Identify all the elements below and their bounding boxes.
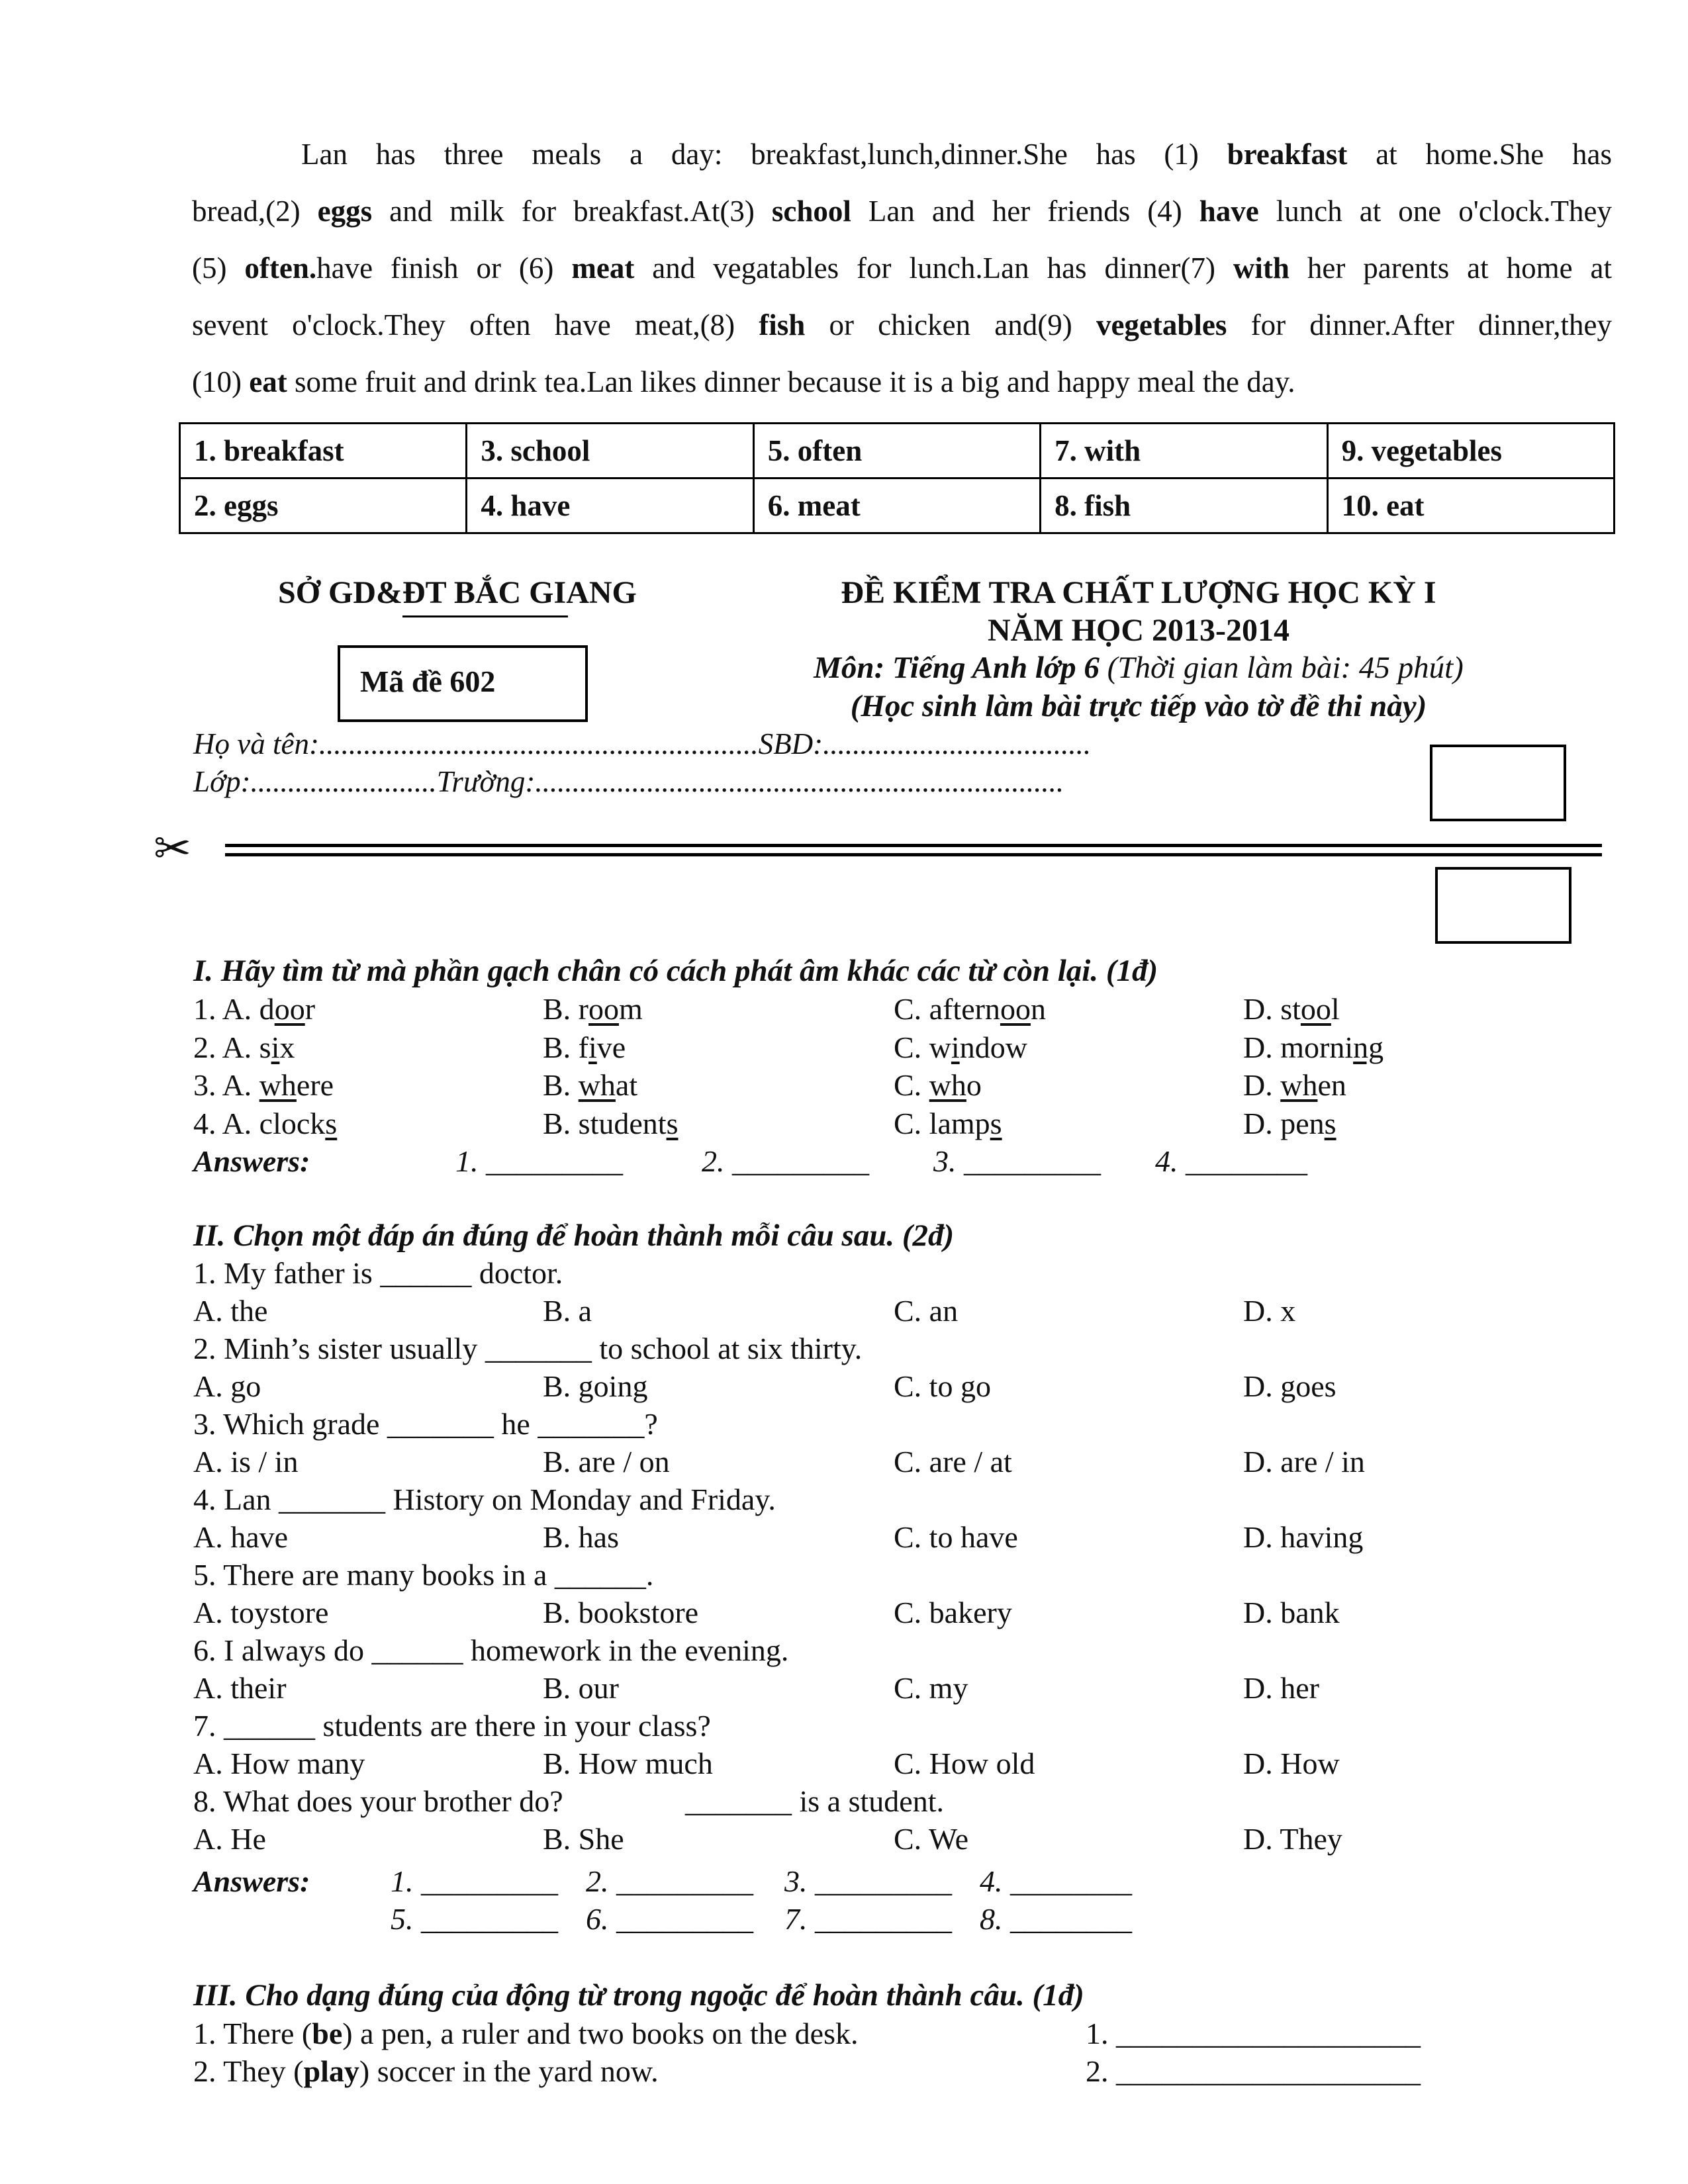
- pronunciation-option: 3. A. where: [193, 1068, 334, 1102]
- answer-option[interactable]: D. her: [1243, 1671, 1319, 1705]
- answer-blank[interactable]: 3. _________: [933, 1144, 1101, 1178]
- answer-option[interactable]: D. x: [1243, 1294, 1296, 1328]
- table-cell: 8. fish: [1041, 478, 1327, 533]
- exam-time: (Thời gian làm bài: 45 phút): [1099, 651, 1464, 685]
- underlined-sound: wh: [1280, 1068, 1318, 1102]
- answers-label: Answers:: [193, 1144, 310, 1178]
- answer-blank[interactable]: 2. _________: [586, 1864, 753, 1898]
- underlined-sound: oo: [1300, 992, 1331, 1026]
- underlined-sound: s: [990, 1106, 1002, 1140]
- underlined-sound: ng: [1353, 1030, 1384, 1064]
- table-cell: 4. have: [467, 478, 753, 533]
- underlined-sound: s: [666, 1106, 679, 1140]
- verb: be: [312, 2017, 343, 2050]
- answer-option[interactable]: A. go: [193, 1369, 261, 1403]
- answer-option[interactable]: C. my: [894, 1671, 968, 1705]
- passage-line: (10) eat some fruit and drink tea.Lan likes dinner because it is a big and happy meal the day.: [192, 365, 1295, 398]
- pronunciation-option: D. stool: [1243, 992, 1340, 1026]
- answer-option[interactable]: C. bakery: [894, 1596, 1012, 1629]
- pronunciation-option: C. afternoon: [894, 992, 1046, 1026]
- question-text: 1. There (: [193, 2017, 312, 2050]
- answer-option[interactable]: A. the: [193, 1294, 268, 1328]
- passage-answer: vegetables: [1096, 308, 1227, 341]
- answer-blank[interactable]: 4. ________: [980, 1864, 1132, 1898]
- instruction: (Học sinh làm bài trực tiếp vào tờ đề thi này): [850, 689, 1427, 723]
- answer-blank[interactable]: 1. _________: [391, 1864, 558, 1898]
- answer-blank[interactable]: 1. _________: [455, 1144, 623, 1178]
- section-3-title: III. Cho dạng đúng của động từ trong ngoặc để hoàn thành câu. (1đ): [193, 1978, 1084, 2013]
- passage-answer: eggs: [317, 195, 373, 228]
- section-1-title: I. Hãy tìm từ mà phần gạch chân có cách phát âm khác các từ còn lại. (1đ): [193, 954, 1158, 988]
- pronunciation-option: C. lamps: [894, 1106, 1002, 1140]
- subject-line: [722, 650, 1556, 686]
- answer-option[interactable]: A. toystore: [193, 1596, 329, 1629]
- answer-blank[interactable]: 7. _________: [784, 1902, 952, 1936]
- underlined-sound: wh: [259, 1068, 297, 1102]
- subject: Môn: Tiếng Anh lớp 6: [814, 651, 1100, 685]
- answer-option[interactable]: C. to have: [894, 1520, 1018, 1554]
- question-text: ) a pen, a ruler and two books on the desk.: [342, 2017, 859, 2050]
- department-name: SỞ GD&ĐT BẮC GIANG: [278, 575, 637, 610]
- question-text: 6. I always do ______ homework in the evening.: [193, 1633, 789, 1667]
- passage-answer: meat: [571, 251, 635, 285]
- answer-key-table: [179, 422, 1615, 534]
- exam-title: ĐỀ KIỂM TRA CHẤT LƯỢNG HỌC KỲ I: [841, 575, 1436, 610]
- question-text: 4. Lan _______ History on Monday and Friday.: [193, 1482, 776, 1516]
- answer-option[interactable]: C. We: [894, 1822, 969, 1856]
- answers-label: Answers:: [193, 1864, 310, 1898]
- answer-option[interactable]: B. our: [543, 1671, 619, 1705]
- pronunciation-option: B. five: [543, 1030, 626, 1064]
- question-text: 1. My father is ______ doctor.: [193, 1256, 563, 1290]
- underlined-sound: s: [1324, 1106, 1336, 1140]
- answer-option[interactable]: D. having: [1243, 1520, 1364, 1554]
- score-box[interactable]: [1430, 745, 1566, 821]
- verb-question: [193, 2053, 659, 2090]
- pronunciation-option: B. students: [543, 1106, 679, 1140]
- underlined-sound: oo: [588, 992, 619, 1026]
- question-text: ) soccer in the yard now.: [359, 2054, 659, 2088]
- answer-option[interactable]: B. are / on: [543, 1445, 670, 1479]
- answer-blank[interactable]: 3. _________: [784, 1864, 952, 1898]
- underlined-sound: i: [271, 1030, 280, 1064]
- answer-option[interactable]: B. has: [543, 1520, 619, 1554]
- cut-line-top: [225, 844, 1602, 847]
- pronunciation-option: B. room: [543, 992, 643, 1026]
- passage-line: Lan has three meals a day: breakfast,lunch,dinner.She has (1) breakfast at home.She has: [301, 138, 1613, 171]
- pronunciation-option: C. window: [894, 1030, 1027, 1064]
- answer-option[interactable]: A. is / in: [193, 1445, 299, 1479]
- section-2-title: II. Chọn một đáp án đúng để hoàn thành mỗi câu sau. (2đ): [193, 1218, 955, 1253]
- table-cell: 5. often: [753, 424, 1040, 478]
- name-field[interactable]: Họ và tên:...........................................................SBD:....................................: [193, 727, 1092, 760]
- answer-option[interactable]: B. bookstore: [543, 1596, 699, 1629]
- answer-option[interactable]: D. How: [1243, 1747, 1340, 1780]
- pronunciation-option: D. pens: [1243, 1106, 1336, 1140]
- answer-option[interactable]: D. goes: [1243, 1369, 1336, 1403]
- department-underline: [402, 615, 568, 617]
- table-cell: 10. eat: [1327, 478, 1614, 533]
- underlined-sound: wh: [578, 1068, 616, 1102]
- answer-option[interactable]: C. an: [894, 1294, 959, 1328]
- passage-answer: breakfast: [1227, 138, 1348, 171]
- table-cell: 3. school: [467, 424, 753, 478]
- answer-blank[interactable]: 1. ____________________: [1086, 2017, 1421, 2050]
- table-cell: 6. meat: [753, 478, 1040, 533]
- question-text: 7. ______ students are there in your class?: [193, 1709, 711, 1743]
- underlined-sound: oo: [274, 992, 305, 1026]
- passage-answer: have: [1199, 195, 1259, 228]
- table-cell: 1. breakfast: [180, 424, 467, 478]
- class-school-field[interactable]: Lớp:.........................Trường:.......................................................................: [193, 765, 1064, 798]
- answer-option[interactable]: D. bank: [1243, 1596, 1340, 1629]
- answer-blank[interactable]: 6. _________: [586, 1902, 753, 1936]
- cut-line-bottom: [225, 853, 1602, 856]
- table-row: [180, 478, 1615, 533]
- underlined-sound: i: [588, 1030, 597, 1064]
- passage-answer: fish: [759, 308, 806, 341]
- answer-option[interactable]: C. are / at: [894, 1445, 1012, 1479]
- pronunciation-option: C. who: [894, 1068, 982, 1102]
- school-year: NĂM HỌC 2013-2014: [988, 613, 1289, 648]
- answer-option[interactable]: D. They: [1243, 1822, 1342, 1856]
- answer-option[interactable]: B. a: [543, 1294, 592, 1328]
- answer-blank[interactable]: 5. _________: [391, 1902, 558, 1936]
- question-text: 3. Which grade _______ he _______?: [193, 1407, 658, 1441]
- question-text: 2. They (: [193, 2054, 304, 2088]
- underlined-sound: s: [325, 1106, 338, 1140]
- answer-option[interactable]: B. going: [543, 1369, 648, 1403]
- passage-line: (5) often.have finish or (6) meat and vegatables for lunch.Lan has dinner(7) with her parents at home at: [192, 251, 1612, 285]
- pronunciation-option: D. when: [1243, 1068, 1346, 1102]
- question-text: 8. What does your brother do?: [193, 1784, 563, 1818]
- passage-answer: with: [1233, 251, 1289, 285]
- pronunciation-option: D. morning: [1243, 1030, 1384, 1064]
- table-cell: 9. vegetables: [1327, 424, 1614, 478]
- verb-question: [193, 2015, 859, 2052]
- table-cell: 7. with: [1041, 424, 1327, 478]
- pronunciation-option: 1. A. door: [193, 992, 316, 1026]
- answer-option[interactable]: A. How many: [193, 1747, 365, 1780]
- underlined-sound: i: [951, 1030, 960, 1064]
- code-box[interactable]: [1435, 867, 1571, 944]
- answer-option[interactable]: A. have: [193, 1520, 289, 1554]
- pronunciation-option: B. what: [543, 1068, 638, 1102]
- answer-option[interactable]: A. He: [193, 1822, 266, 1856]
- verb: play: [303, 2054, 359, 2088]
- answer-option[interactable]: A. their: [193, 1671, 287, 1705]
- answer-option[interactable]: C. to go: [894, 1369, 991, 1403]
- passage-answer: often.: [244, 251, 317, 285]
- answer-option[interactable]: B. How much: [543, 1747, 713, 1780]
- pronunciation-option: 2. A. six: [193, 1030, 295, 1064]
- passage-line: sevent o'clock.They often have meat,(8) fish or chicken and(9) vegetables for dinner.After dinner,they: [192, 308, 1612, 341]
- question-text: 5. There are many books in a ______.: [193, 1558, 654, 1592]
- reading-passage: [192, 126, 1612, 410]
- answer-blank[interactable]: 2. _________: [702, 1144, 869, 1178]
- answer-option[interactable]: D. are / in: [1243, 1445, 1365, 1479]
- underlined-sound: oo: [1000, 992, 1031, 1026]
- answer-option[interactable]: C. How old: [894, 1747, 1035, 1780]
- pronunciation-option: 4. A. clocks: [193, 1106, 338, 1140]
- answer-blank[interactable]: 4. ________: [1155, 1144, 1307, 1178]
- question-text: _______ is a student.: [685, 1784, 944, 1818]
- answer-option[interactable]: B. She: [543, 1822, 624, 1856]
- table-cell: 2. eggs: [180, 478, 467, 533]
- answer-blank[interactable]: 2. ____________________: [1086, 2054, 1421, 2088]
- exam-code: Mã đề 602: [360, 664, 496, 698]
- answer-blank[interactable]: 8. ________: [980, 1902, 1132, 1936]
- scissors-icon: ✂: [154, 823, 191, 874]
- passage-line: bread,(2) eggs and milk for breakfast.At(3) school Lan and her friends (4) have lunch at one o'clock.They: [192, 195, 1612, 228]
- exam-code-box: [338, 645, 588, 722]
- passage-answer: eat: [249, 365, 287, 398]
- question-text: 2. Minh’s sister usually _______ to school at six thirty.: [193, 1332, 863, 1365]
- underlined-sound: wh: [929, 1068, 966, 1102]
- table-row: [180, 424, 1615, 478]
- passage-answer: school: [771, 195, 851, 228]
